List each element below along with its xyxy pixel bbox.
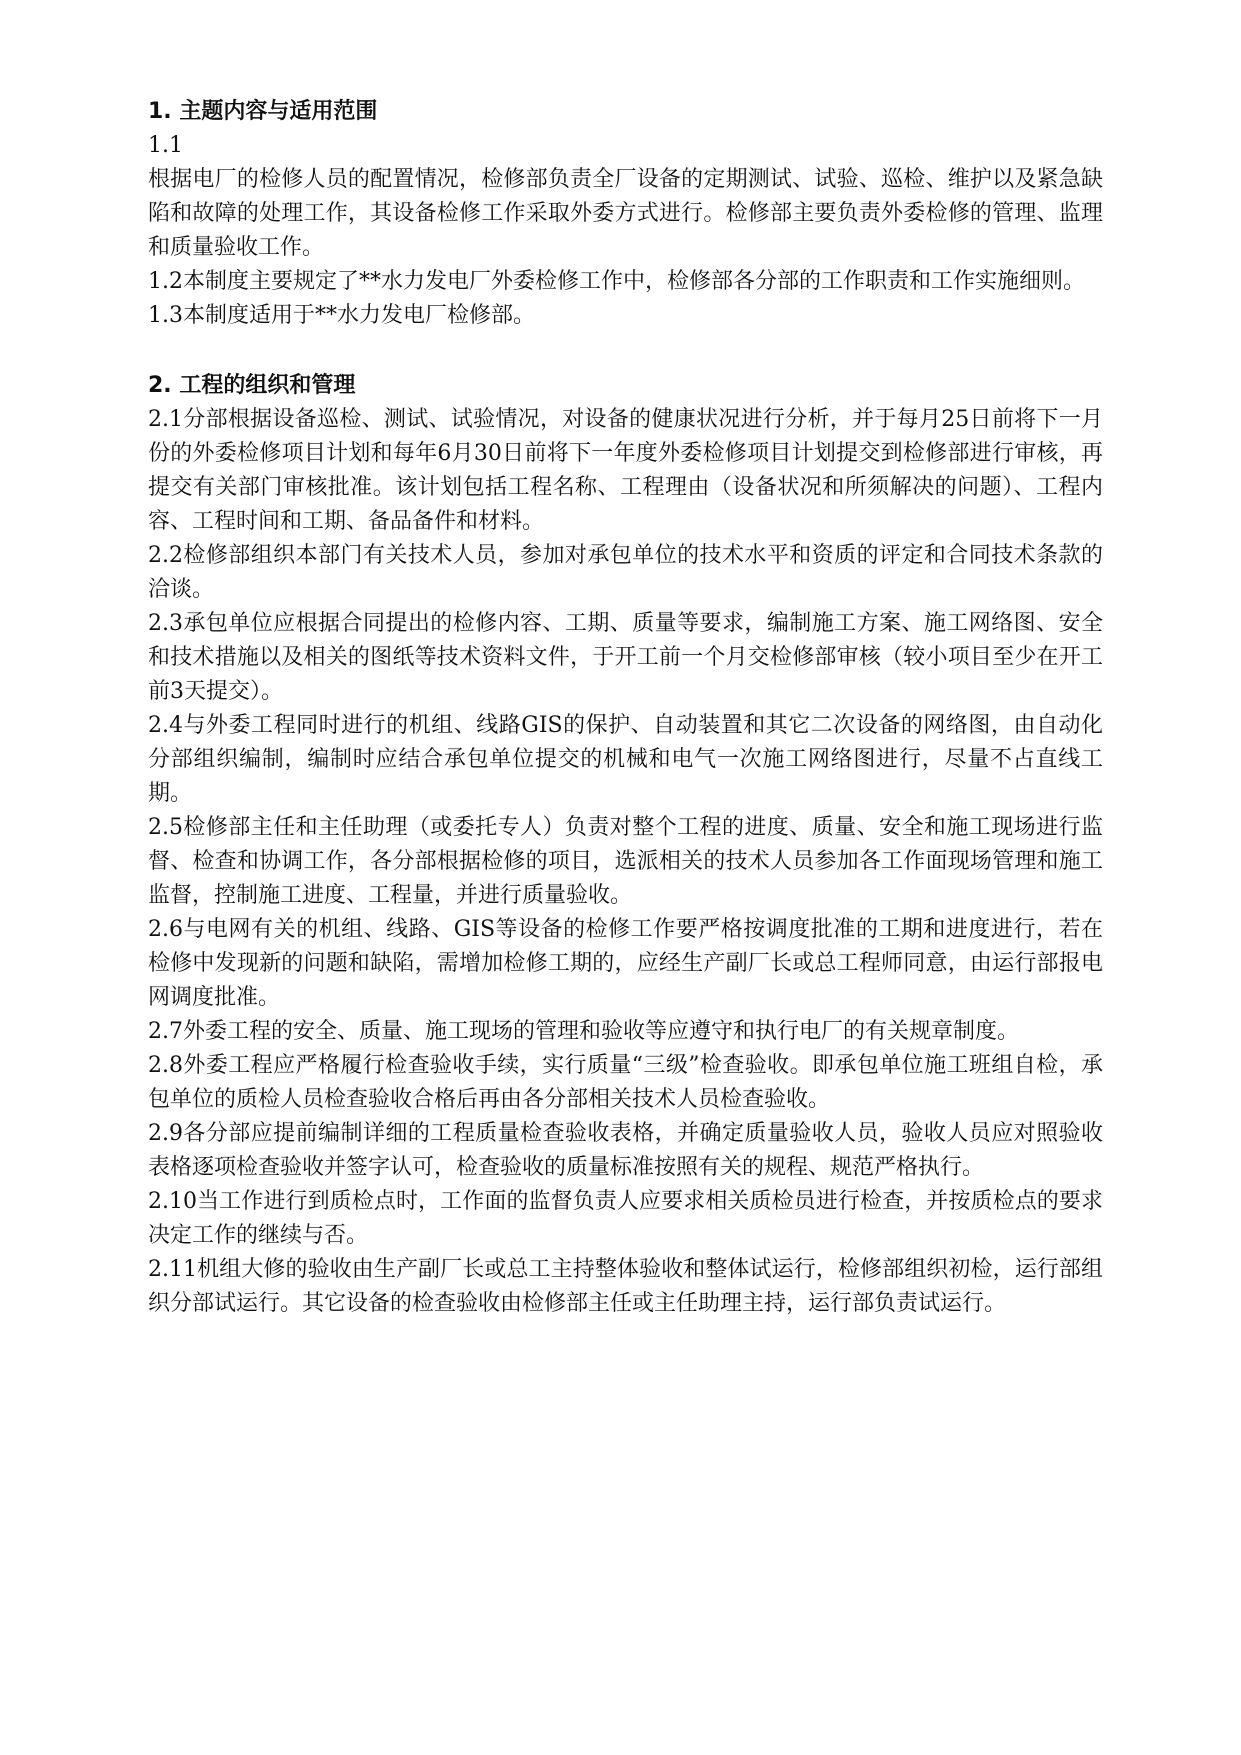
- section-2-para-9: 2.9各分部应提前编制详细的工程质量检查验收表格，并确定质量验收人员，验收人员应对照验收表格逐项检查验收并签字认可，检查验收的质量标准按照有关的规程、规范严格执行。: [148, 1121, 1103, 1180]
- document-page: [148, 95, 1103, 1321]
- section-1-heading: 1. 主题内容与适用范围: [148, 99, 378, 124]
- section-2-para-8: 2.8外委工程应严格履行检查验收手续，实行质量“三级”检查验收。即承包单位施工班组自检，承包单位的质检人员检查验收合格后再由各分部相关技术人员检查验收。: [148, 1053, 1103, 1112]
- section-2-para-10: 2.10当工作进行到质检点时，工作面的监督负责人应要求相关质检员进行检查，并按质检点的要求决定工作的继续与否。: [148, 1189, 1103, 1248]
- section-1-para-1: 1.1: [148, 133, 183, 158]
- section-2-heading: 2. 工程的组织和管理: [148, 373, 356, 398]
- section-2-para-11: 2.11机组大修的验收由生产副厂长或总工主持整体验收和整体试运行，检修部组织初检，运行部组织分部试运行。其它设备的检查验收由检修部主任或主任助理主持，运行部负责试运行。: [148, 1257, 1103, 1316]
- section-1-para-2: 根据电厂的检修人员的配置情况，检修部负责全厂设备的定期测试、试验、巡检、维护以及紧急缺陷和故障的处理工作，其设备检修工作采取外委方式进行。检修部主要负责外委检修的管理、监理和质量验收工作。: [148, 167, 1103, 260]
- section-2-para-1: 2.1分部根据设备巡检、测试、试验情况，对设备的健康状况进行分析，并于每月25日前将下一月份的外委检修项目计划和每年6月30日前将下一年度外委检修项目计划提交到检修部进行审核，再提交有关部门审核批准。该计划包括工程名称、工程理由（设备状况和所须解决的问题）、工程内容、工程时间和工期、备品备件和材料。: [148, 407, 1103, 534]
- section-1-para-3: 1.2本制度主要规定了**水力发电厂外委检修工作中，检修部各分部的工作职责和工作实施细则。: [148, 269, 1085, 294]
- section-1-para-4: 1.3本制度适用于**水力发电厂检修部。: [148, 303, 535, 328]
- section-2-para-2: 2.2检修部组织本部门有关技术人员，参加对承包单位的技术水平和资质的评定和合同技术条款的洽谈。: [148, 543, 1103, 602]
- section-2-para-5: 2.5检修部主任和主任助理（或委托专人）负责对整个工程的进度、质量、安全和施工现场进行监督、检查和协调工作，各分部根据检修的项目，选派相关的技术人员参加各工作面现场管理和施工监督，控制施工进度、工程量，并进行质量验收。: [148, 815, 1103, 908]
- section-2-para-4: 2.4与外委工程同时进行的机组、线路GIS的保护、自动装置和其它二次设备的网络图，由自动化分部组织编制，编制时应结合承包单位提交的机械和电气一次施工网络图进行，尽量不占直线工期。: [148, 713, 1103, 806]
- section-2-para-3: 2.3承包单位应根据合同提出的检修内容、工期、质量等要求，编制施工方案、施工网络图、安全和技术措施以及相关的图纸等技术资料文件，于开工前一个月交检修部审核（较小项目至少在开工前3天提交）。: [148, 611, 1103, 704]
- section-2-para-6: 2.6与电网有关的机组、线路、GIS等设备的检修工作要严格按调度批准的工期和进度进行，若在检修中发现新的问题和缺陷，需增加检修工期的，应经生产副厂长或总工程师同意，由运行部报电网调度批准。: [148, 917, 1103, 1010]
- section-2-para-7: 2.7外委工程的安全、质量、施工现场的管理和验收等应遵守和执行电厂的有关规章制度。: [148, 1019, 1019, 1044]
